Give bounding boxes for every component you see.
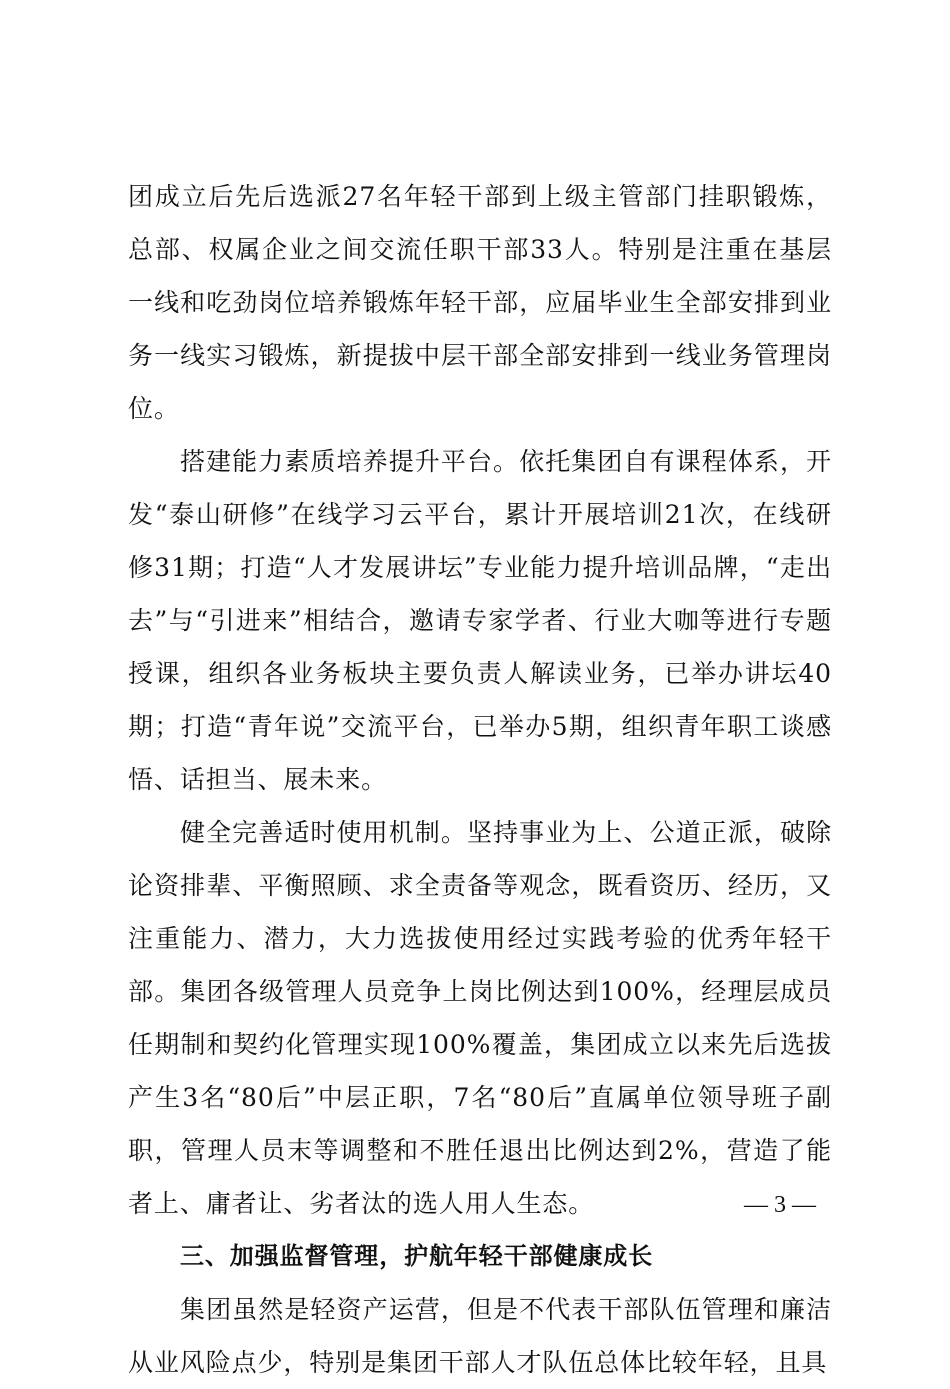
paragraph-appointment-mechanism: 健全完善适时使用机制。坚持事业为上、公道正派，破除论资排辈、平衡照顾、求全责备等观念，既看资历、经历，又注重能力、潜力，大力选拔使用经过实践考验的优秀年轻干部。集团各级管理人员竞争上岗比例达到100%，经理层成员任期制和契约化管理实现100%覆盖，集团成立以来先后选拔产生3名“80后”中层正职，7名“80后”直属单位领导班子副职，管理人员末等调整和不胜任退出比例达到2%，营造了能者上、庸者让、劣者汰的选人用人生态。 — [128, 818, 832, 1218]
section-heading: 三、加强监督管理，护航年轻干部健康成长 — [180, 1242, 654, 1270]
document-body — [128, 170, 832, 1389]
paragraph-supervision: 集团虽然是轻资产运营，但是不代表干部队伍管理和廉洁从业风险点少，特别是集团干部人才队伍总体比较年轻，且具 — [128, 1295, 832, 1377]
page-number: — 3 — — [744, 1192, 816, 1218]
paragraph-continuation: 团成立后先后选派27名年轻干部到上级主管部门挂职锻炼，总部、权属企业之间交流任职干部33人。特别是注重在基层一线和吃劲岗位培养锻炼年轻干部，应届毕业生全部安排到业务一线实习锻炼，新提拔中层干部全部安排到一线业务管理岗位。 — [128, 182, 832, 423]
paragraph-training-platform: 搭建能力素质培养提升平台。依托集团自有课程体系，开发“泰山研修”在线学习云平台，累计开展培训21次，在线研修31期；打造“人才发展讲坛”专业能力提升培训品牌，“走出去”与“引进来”相结合，邀请专家学者、行业大咖等进行专题授课，组织各业务板块主要负责人解读业务，已举办讲坛40期；打造“青年说”交流平台，已举办5期，组织青年职工谈感悟、话担当、展未来。 — [128, 447, 832, 794]
